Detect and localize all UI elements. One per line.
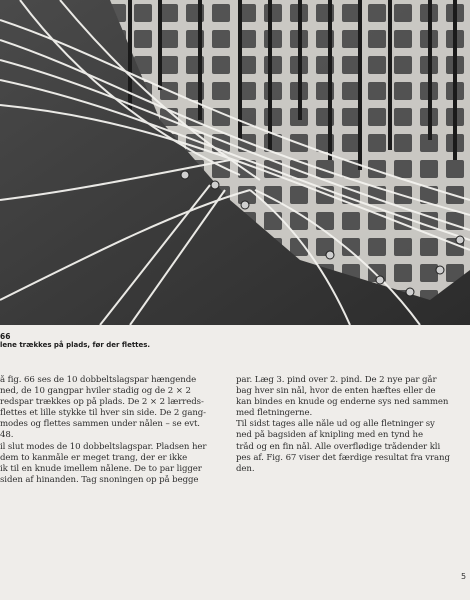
left-line: modes og flettes sammen under nålen – se evt. (0, 419, 200, 430)
left-line: redspar trækkes op på plads. De 2 × 2 lærreds- (0, 397, 204, 408)
right-line: pes af. Fig. 67 viser det færdige resultat fra vrang (236, 452, 450, 463)
left-line: å fig. 66 ses de 10 dobbeltslagspar hængende (0, 375, 197, 385)
right-line: par. Læg 3. pind over 2. pind. De 2 nye par går (236, 375, 437, 385)
caption-text: lene trækkes på plads, før der flettes. (0, 341, 151, 349)
figure-caption (0, 332, 470, 350)
left-line: flettes et lille stykke til hver sin side. De 2 gang- (0, 408, 206, 419)
right-line: tråd og en fin nål. Alle overflødige trådender kli (236, 441, 441, 452)
right-line: bag hver sin nål, hvor de enten hæftes eller de (236, 386, 436, 397)
left-line: il slut modes de 10 dobbeltslagspar. Pladsen her (0, 441, 207, 452)
figure-number: 66 (0, 332, 11, 341)
left-text-column (0, 375, 222, 486)
left-line: 48. (0, 430, 14, 441)
right-line: den. (236, 463, 255, 474)
right-line: med fletningerne. (236, 408, 313, 419)
right-line: Til sidst tages alle nåle ud og alle fletninger sy (236, 419, 435, 430)
right-line: kan bindes en knude og enderne sys ned sammen (236, 397, 449, 408)
right-line: ned på bagsiden af knipling med en tynd he (236, 430, 423, 441)
left-line: ned, de 10 gangpar hviler stadig og de 2 × 2 (0, 386, 191, 397)
left-line: ik til en knude imellem nålene. De to par ligger (0, 463, 202, 474)
left-line: siden af hinanden. Tag snoningen op på begge (0, 474, 199, 485)
page-number: 5 (461, 572, 467, 581)
left-line: dem to kanmåle er meget trang, der er ikke (0, 452, 188, 463)
right-text-column (236, 375, 470, 475)
